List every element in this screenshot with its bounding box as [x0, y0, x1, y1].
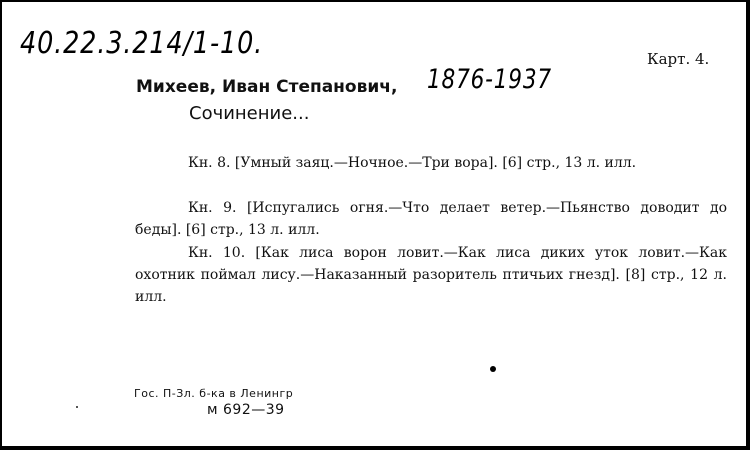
entry-text: Кн. 8. [Умный заяц.—Ночное.—Три вора]. [6] стр., 13 л. илл.: [188, 155, 637, 171]
card-number: Карт. 4.: [647, 50, 710, 68]
library-stamp: Гос. П-Зл. б-ка в Ленингр: [134, 387, 294, 400]
work-title: Сочинение...: [189, 103, 310, 124]
ink-dot: [490, 366, 496, 372]
entry-text: Кн. 10. [Как лиса ворон ловит.—Как лиса диких уток ловит.—Как охотник поймал лису.—Наказанный разоритель птичьих гнезд]. [8] стр., 12 л. илл.: [135, 245, 727, 305]
entry-text: Кн. 9. [Испугались огня.—Что делает ветер.—Пьянство доводит до беды]. [6] стр., 13 л. илл.: [135, 200, 727, 238]
entry-book-9: [135, 197, 727, 241]
entry-book-10: [135, 242, 727, 308]
shelfmark-handwritten: 40.22.3.214/1-10.: [20, 26, 264, 61]
stamp-number: м 692—39: [207, 402, 285, 418]
author-name: Михеев, Иван Степанович,: [136, 77, 398, 97]
author-years-handwritten: 1876-1937: [427, 64, 552, 95]
entry-book-8: [135, 152, 727, 174]
catalog-card: [2, 2, 746, 446]
ink-speck: [76, 406, 78, 408]
